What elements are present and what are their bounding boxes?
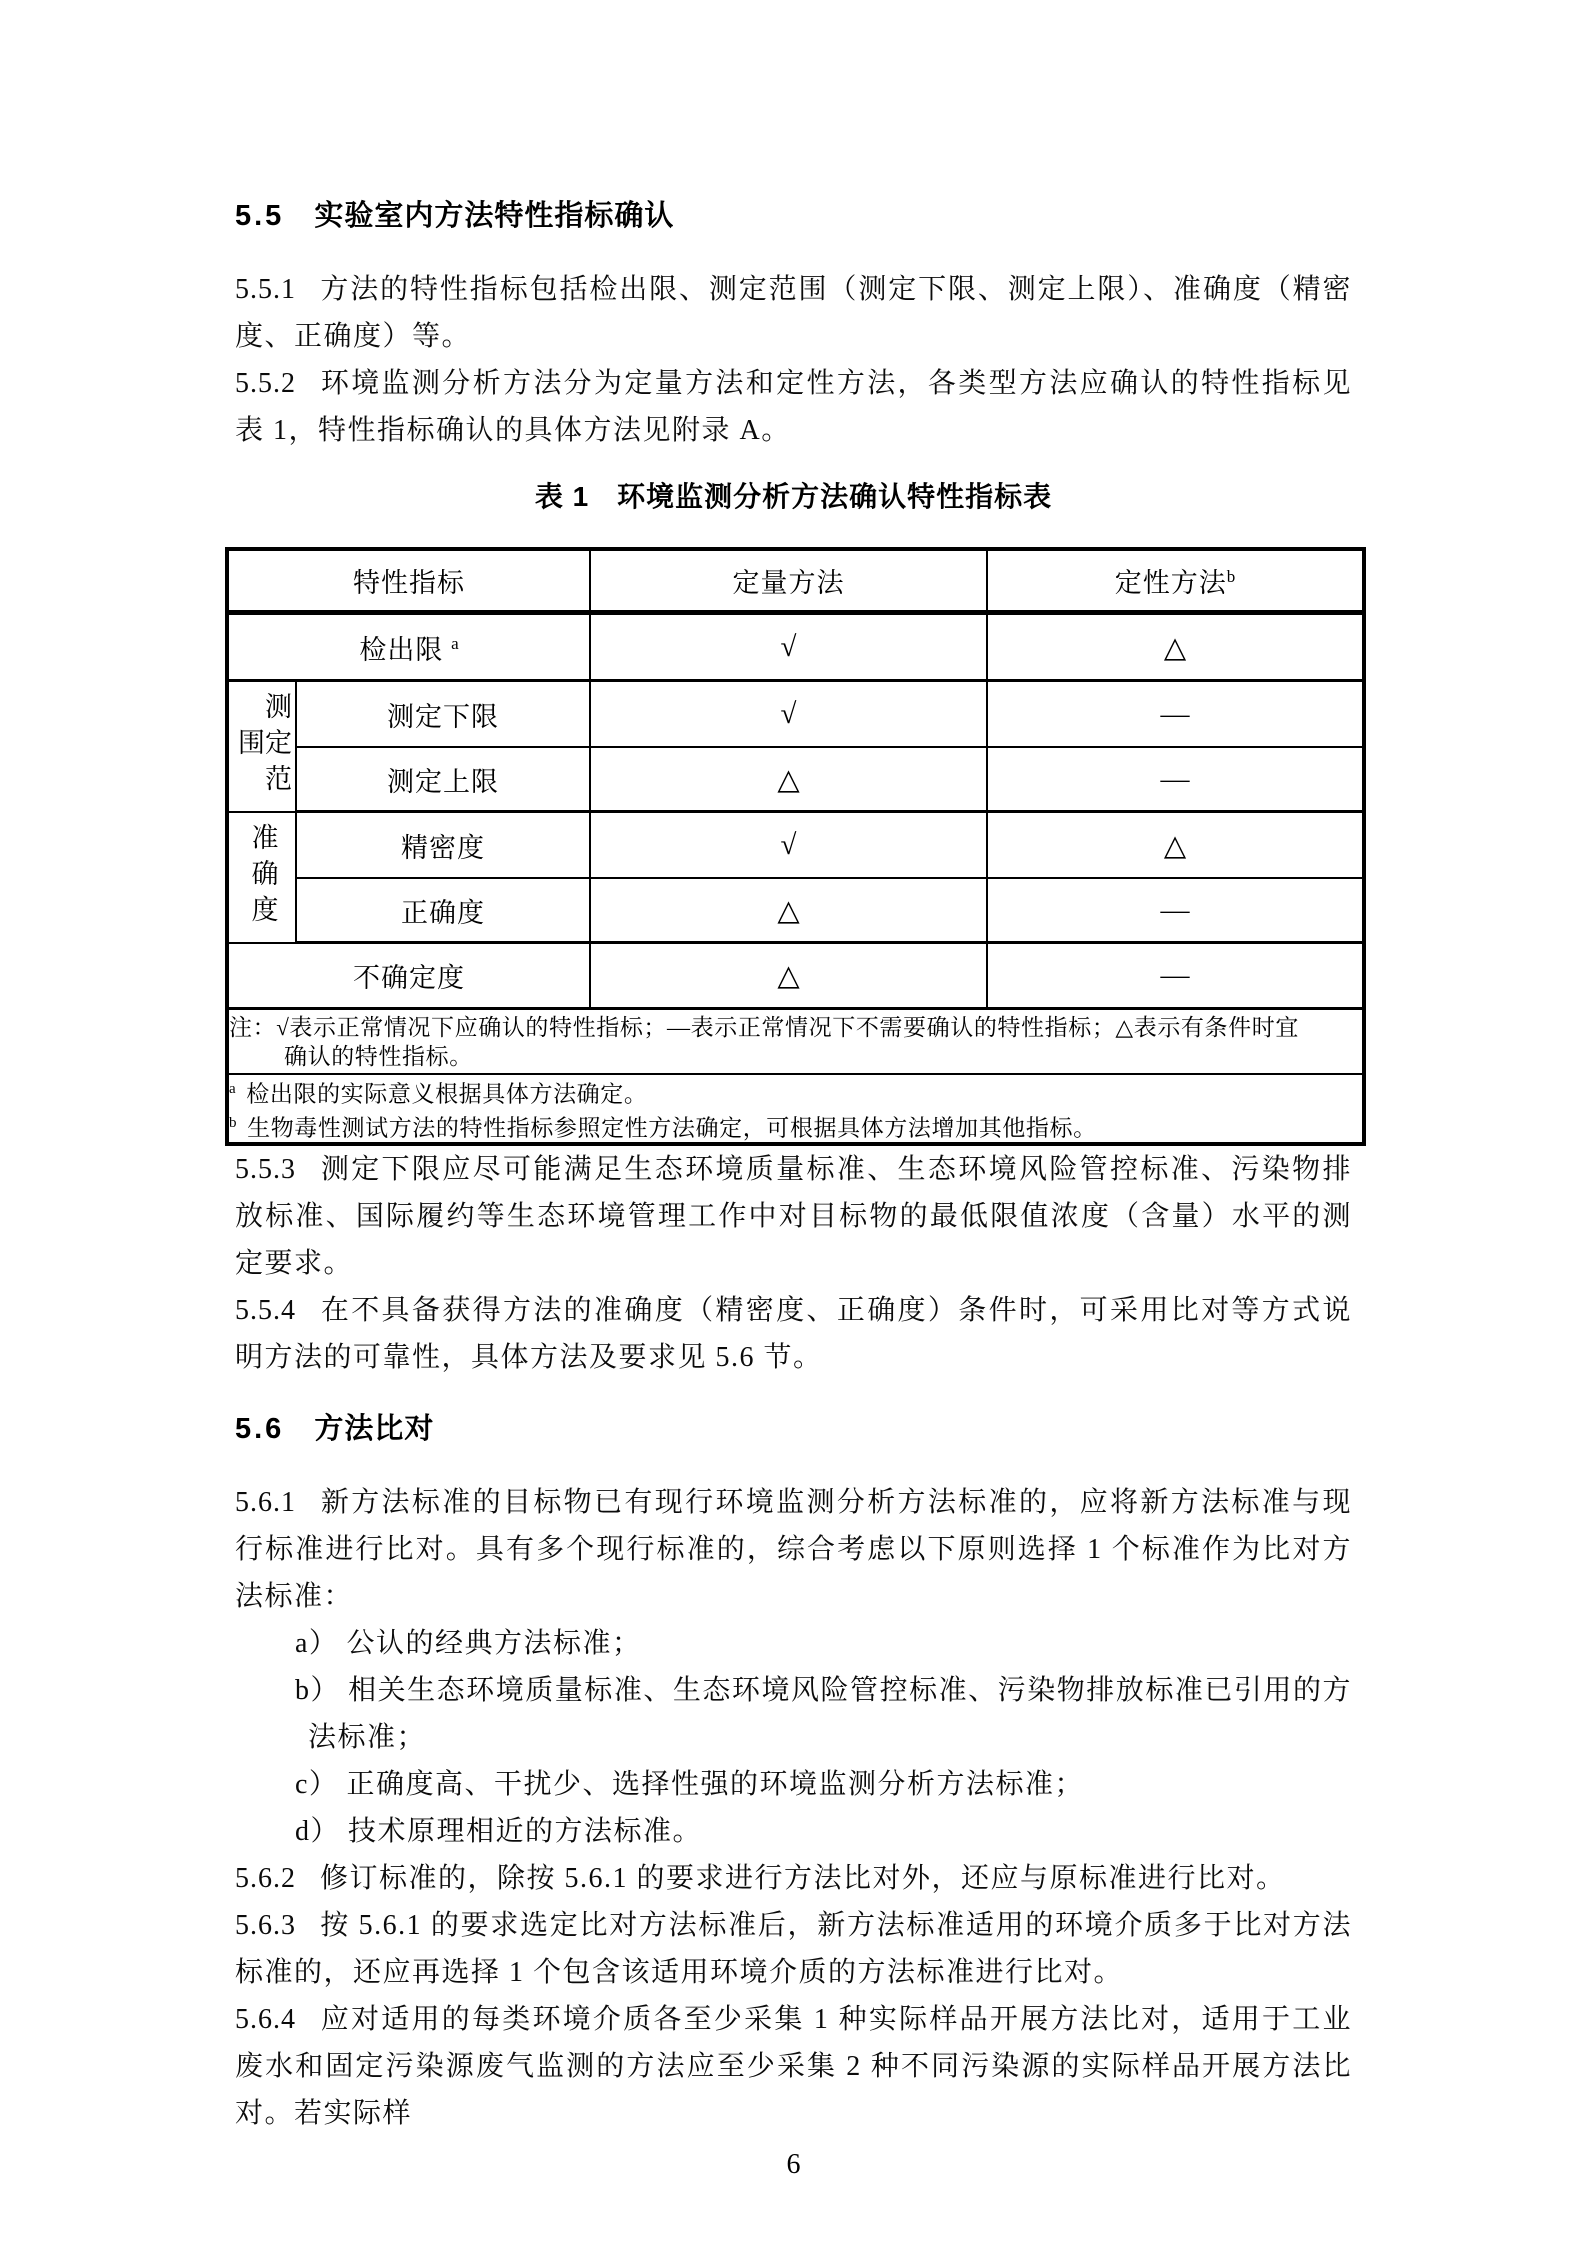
cell-quantitative: △ (590, 943, 987, 1009)
table-header-row (227, 549, 1364, 613)
table-row-precision (227, 812, 1364, 879)
paragraph-5-6-3 (235, 1902, 1352, 1996)
cell-qualitative: — (987, 943, 1364, 1009)
header-cell-qualitative: 定性方法$^b$ (987, 549, 1364, 613)
paragraph-number: 5.5.2 (235, 368, 296, 399)
list-marker: c） (295, 1769, 339, 1801)
cell-quantitative: √ (590, 613, 987, 681)
paragraph-5-6-4 (235, 1996, 1352, 2137)
group-cell-measurement-range: 测定范围 (227, 681, 296, 812)
section-heading-5-6 (235, 1405, 1352, 1453)
paragraph-number: 5.6.1 (235, 1487, 296, 1519)
cell-quantitative: √ (590, 812, 987, 879)
paragraph-text: 按 5.6.1 的要求选定比对方法标准后，新方法标准适用的环境介质多于比对方法标准的，还应再选择 1 个包含该适用环境介质的方法标准进行比对。 (235, 1910, 1352, 1989)
table-caption (235, 474, 1352, 520)
section-number: 5.6 (235, 1413, 285, 1446)
table-row-trueness (227, 878, 1364, 943)
table-caption-label: 表 1 (534, 481, 590, 512)
cell-label: 精密度 (296, 812, 590, 879)
footnote-marker-b: b (229, 1114, 238, 1131)
list-item-d (235, 1808, 1352, 1855)
cell-label: 测定下限 (296, 681, 590, 748)
paragraph-number: 5.6.2 (235, 1863, 296, 1895)
section-title: 方法比对 (314, 1413, 435, 1446)
table-footnote-a: $^a$ 检出限的实际意义根据具体方法确定。 (229, 1081, 648, 1107)
list-marker: d） (295, 1816, 341, 1848)
footnote-ref-b: b (1226, 567, 1236, 586)
header-cell-quantitative: 定量方法 (590, 549, 987, 613)
page-number: 6 (786, 2149, 801, 2181)
paragraph-5-5-4 (235, 1287, 1352, 1381)
list-text: 相关生态环境质量标准、生态环境风险管控标准、污染物排放标准已引用的方法标准； (308, 1675, 1352, 1754)
cell-quantitative: △ (590, 747, 987, 812)
cell-quantitative: △ (590, 878, 987, 943)
table-caption-title: 环境监测分析方法确认特性指标表 (617, 481, 1053, 512)
footnote-marker-a: a (229, 1081, 237, 1097)
section-heading-5-5 (235, 192, 1352, 240)
header-cell-feature: 特性指标 (227, 549, 590, 613)
list-text: 正确度高、干扰少、选择性强的环境监测分析方法标准； (346, 1769, 1084, 1801)
cell-label: 检出限 $^a$ (227, 613, 590, 681)
paragraph-number: 5.6.4 (235, 2004, 296, 2036)
table-row-upper-limit (227, 747, 1364, 812)
paragraph-text: 修订标准的，除按 5.6.1 的要求进行方法比对外，还应与原标准进行比对。 (320, 1863, 1286, 1895)
cell-label: 正确度 (296, 878, 590, 943)
paragraph-text: 测定下限应尽可能满足生态环境质量标准、生态环境风险管控标准、污染物排放标准、国际履约等生态环境管理工作中对目标物的最低限值浓度（含量）水平的测定要求。 (235, 1154, 1352, 1280)
paragraph-number: 5.5.4 (235, 1295, 296, 1327)
list-item-a (235, 1620, 1352, 1667)
paragraph-number: 5.5.3 (235, 1154, 296, 1186)
cell-qualitative: — (987, 878, 1364, 943)
footnote-ref-a: a (451, 633, 459, 653)
paragraph-5-5-3 (235, 1146, 1352, 1287)
table-note-line2: 确认的特性指标。 (284, 1043, 473, 1069)
paragraph-5-6-2 (235, 1855, 1352, 1902)
paragraph-text: 新方法标准的目标物已有现行环境监测分析方法标准的，应将新方法标准与现行标准进行比对。具有多个现行标准的，综合考虑以下原则选择 1 个标准作为比对方法标准： (235, 1487, 1352, 1613)
cell-qualitative: — (987, 681, 1364, 748)
paragraph-number: 5.6.3 (235, 1910, 296, 1942)
paragraph-text: 环境监测分析方法分为定量方法和定性方法，各类型方法应确认的特性指标见表 1，特性指标确认的具体方法见附录 A。 (235, 368, 1352, 446)
table-row-detection-limit (227, 613, 1364, 681)
paragraph-5-5-1 (235, 266, 1352, 360)
list-text: 技术原理相近的方法标准。 (348, 1816, 703, 1848)
cell-qualitative: △ (987, 812, 1364, 879)
table-note-cell (227, 1009, 1364, 1075)
cell-qualitative: — (987, 747, 1364, 812)
paragraph-text: 应对适用的每类环境介质各至少采集 1 种实际样品开展方法比对，适用于工业废水和固定污染源废气监测的方法应至少采集 2 种不同污染源的实际样品开展方法比对。若实际样 (235, 2004, 1352, 2130)
paragraph-text: 在不具备获得方法的准确度（精密度、正确度）条件时，可采用比对等方式说明方法的可靠性，具体方法及要求见 5.6 节。 (235, 1295, 1352, 1374)
table-note-line1: 注：√表示正常情况下应确认的特性指标；—表示正常情况下不需要确认的特性指标；△表示有条件时宜 (229, 1014, 1299, 1040)
list-marker: b） (295, 1675, 341, 1707)
paragraph-text: 方法的特性指标包括检出限、测定范围（测定下限、测定上限）、准确度（精密度、正确度）等。 (235, 274, 1352, 352)
table-footnote-row (227, 1074, 1364, 1144)
page-content (229, 192, 1352, 2188)
paragraph-5-6-1 (235, 1479, 1352, 1620)
table-row-uncertainty (227, 943, 1364, 1009)
section-number: 5.5 (235, 200, 285, 232)
table-note-row (227, 1009, 1364, 1075)
paragraph-number: 5.5.1 (235, 274, 296, 305)
paragraph-5-5-2 (235, 360, 1352, 454)
cell-label: 测定上限 (296, 747, 590, 812)
group-cell-accuracy: 准确度 (227, 812, 296, 943)
list-text: 公认的经典方法标准； (346, 1628, 642, 1660)
cell-qualitative: △ (987, 613, 1364, 681)
table-footnote-cell (227, 1074, 1364, 1144)
table-row-lower-limit (227, 681, 1364, 748)
table-1-characteristic-indicators (225, 547, 1366, 1146)
cell-label: 不确定度 (227, 943, 590, 1009)
table-footnote-b: $^b$ 生物毒性测试方法的特性指标参照定性方法确定，可根据具体方法增加其他指标。 (229, 1114, 1097, 1141)
list-item-c (235, 1761, 1352, 1808)
cell-quantitative: √ (590, 681, 987, 748)
list-marker: a） (295, 1628, 339, 1660)
list-item-b (235, 1667, 1352, 1761)
section-title: 实验室内方法特性指标确认 (314, 200, 675, 232)
